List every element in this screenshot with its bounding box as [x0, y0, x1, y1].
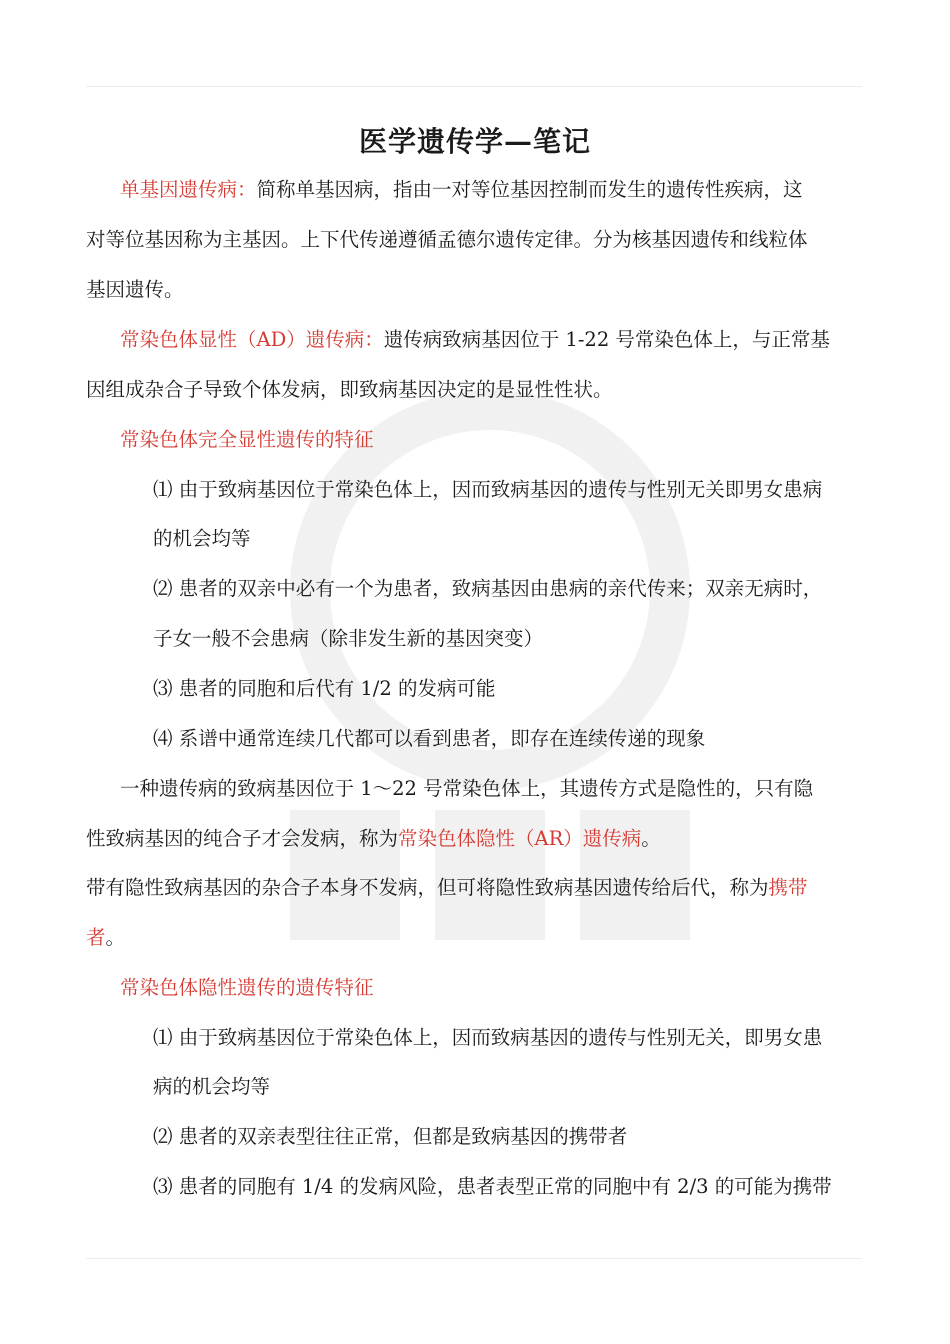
paragraph-line	[86, 923, 866, 953]
paragraph-line	[86, 824, 866, 854]
list-item-continuation: 子女一般不会患病（除非发生新的基因突变）	[153, 627, 544, 650]
paragraph-line: 基因遗传。	[86, 278, 184, 301]
paragraph-text: 带有隐性致病基因的杂合子本身不发病，但可将隐性致病基因遗传给后代，称为	[86, 876, 769, 899]
section-heading: 常染色体完全显性遗传的特征	[120, 428, 374, 451]
paragraph-text: 遗传病致病基因位于 1-22 号常染色体上，与正常基	[383, 328, 830, 351]
list-item: ⑶ 患者的同胞和后代有 1/2 的发病可能	[153, 677, 496, 700]
paragraph-line: 因组成杂合子导致个体发病，即致病基因决定的是显性性状。	[86, 378, 613, 401]
paragraph-line	[120, 325, 900, 355]
term-carrier: 携带	[768, 876, 808, 899]
top-divider	[86, 86, 862, 87]
list-item: ⑷ 系谱中通常连续几代都可以看到患者，即存在连续传递的现象	[153, 727, 706, 750]
paragraph-line: 一种遗传病的致病基因位于 1～22 号常染色体上，其遗传方式是隐性的，只有隐	[120, 777, 814, 800]
paragraph-text: 。	[641, 827, 661, 850]
list-item: ⑶ 患者的同胞有 1/4 的发病风险，患者表型正常的同胞中有 2/3 的可能为携带	[153, 1175, 832, 1198]
term-single-gene-disease: 单基因遗传病：	[120, 178, 257, 201]
list-item-continuation: 病的机会均等	[153, 1075, 271, 1098]
list-item: ⑴ 由于致病基因位于常染色体上，因而致病基因的遗传与性别无关即男女患病	[153, 478, 823, 501]
paragraph-text: 性致病基因的纯合子才会发病，称为	[86, 827, 399, 850]
list-item: ⑵ 患者的双亲中必有一个为患者，致病基因由患病的亲代传来；双亲无病时，	[153, 577, 823, 600]
section-heading: 常染色体隐性遗传的遗传特征	[120, 976, 374, 999]
term-autosomal-dominant: 常染色体显性（AD）遗传病：	[120, 328, 384, 351]
watermark-logo	[250, 390, 730, 950]
term-carrier-end: 者	[86, 926, 106, 949]
paragraph-line	[120, 175, 900, 205]
paragraph-line	[86, 873, 866, 903]
list-item: ⑴ 由于致病基因位于常染色体上，因而致病基因的遗传与性别无关，即男女患	[153, 1026, 823, 1049]
bottom-divider	[86, 1258, 862, 1259]
paragraph-line: 对等位基因称为主基因。上下代传递遵循孟德尔遗传定律。分为核基因遗传和线粒体	[86, 228, 808, 251]
list-item-continuation: 的机会均等	[153, 527, 251, 550]
paragraph-text: 。	[105, 926, 126, 949]
term-autosomal-recessive: 常染色体隐性（AR）遗传病	[398, 827, 642, 850]
page-title: 医学遗传学—笔记	[358, 125, 591, 158]
list-item: ⑵ 患者的双亲表型往往正常，但都是致病基因的携带者	[153, 1125, 628, 1148]
paragraph-text: 简称单基因病，指由一对等位基因控制而发生的遗传性疾病，这	[256, 178, 803, 201]
